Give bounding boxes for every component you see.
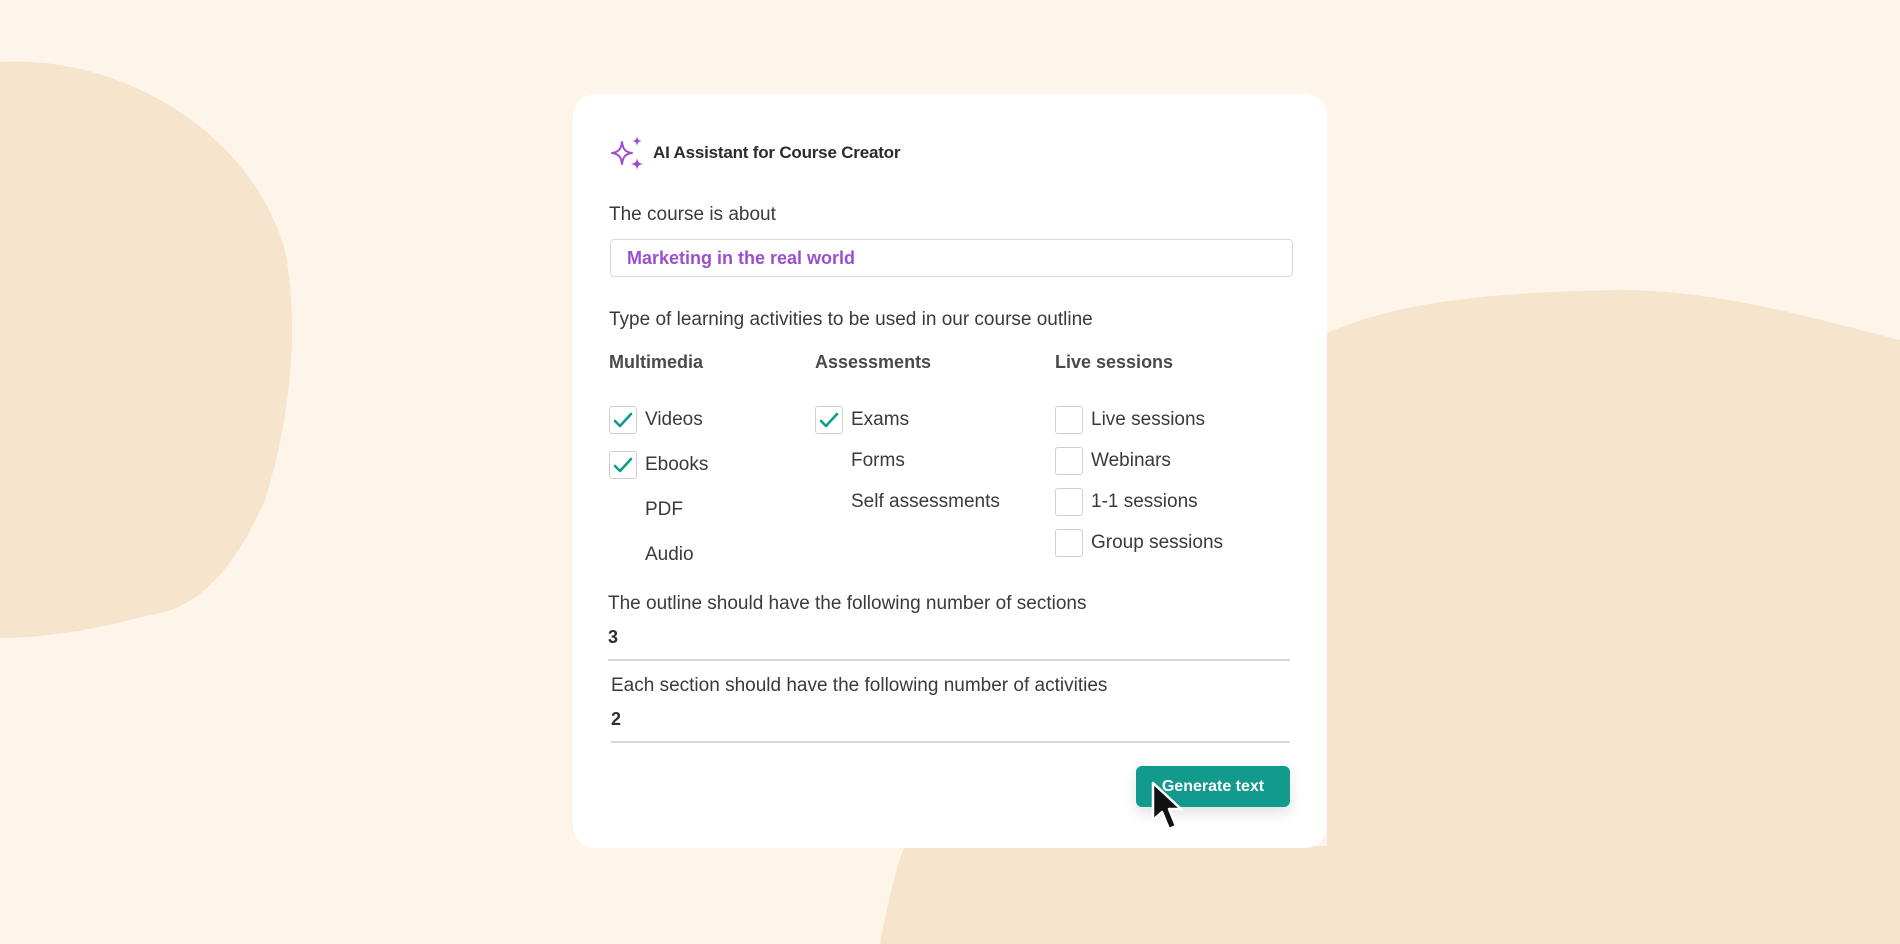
option-1-1-sessions[interactable] xyxy=(1055,488,1223,516)
option-webinars[interactable] xyxy=(1055,447,1223,475)
pdf-label: PDF xyxy=(645,499,683,520)
check-icon xyxy=(613,457,633,473)
videos-label: Videos xyxy=(645,409,703,430)
ebooks-label: Ebooks xyxy=(645,454,709,475)
ebooks-checkbox[interactable] xyxy=(609,451,637,479)
videos-checkbox[interactable] xyxy=(609,406,637,434)
left-blob xyxy=(0,62,292,638)
live-sessions-label: Live sessions xyxy=(1091,409,1206,430)
option-self-assessments[interactable] xyxy=(815,488,1000,516)
sections-label: The outline should have the following number of sections xyxy=(608,593,1087,614)
forms-label: Forms xyxy=(851,450,905,471)
check-icon xyxy=(613,412,633,428)
activities-underline xyxy=(611,741,1290,743)
group-sessions-checkbox[interactable] xyxy=(1055,529,1083,557)
group-sessions-label: Group sessions xyxy=(1091,532,1224,553)
option-videos[interactable] xyxy=(609,406,708,434)
1-1-sessions-checkbox[interactable] xyxy=(1055,488,1083,516)
live-sessions-checkbox[interactable] xyxy=(1055,406,1083,434)
option-pdf[interactable] xyxy=(609,496,708,524)
option-live-sessions[interactable] xyxy=(1055,406,1223,434)
assessments-title: Assessments xyxy=(815,352,932,372)
multimedia-group xyxy=(609,352,708,569)
webinars-label: Webinars xyxy=(1091,450,1171,471)
multimedia-title: Multimedia xyxy=(609,352,704,372)
pdf-checkbox[interactable] xyxy=(609,496,637,524)
assessments-group xyxy=(815,352,1000,516)
card-header xyxy=(609,134,900,172)
sections-value[interactable]: 3 xyxy=(608,627,619,647)
exams-label: Exams xyxy=(851,409,910,430)
audio-label: Audio xyxy=(645,544,694,565)
topic-label: The course is about xyxy=(609,204,776,225)
1-1-sessions-label: 1-1 sessions xyxy=(1091,491,1198,512)
course-creator-card xyxy=(573,94,1327,848)
activities-label: Type of learning activities to be used in our course outline xyxy=(609,309,1093,330)
sparkle-icon xyxy=(609,134,647,172)
option-exams[interactable] xyxy=(815,406,1000,434)
activities-per-section-label: Each section should have the following number of activities xyxy=(611,675,1108,696)
app-title: AI Assistant for Course Creator xyxy=(653,143,901,162)
self-assessments-checkbox[interactable] xyxy=(815,488,843,516)
option-ebooks[interactable] xyxy=(609,451,708,479)
generate-text-button[interactable]: Generate text xyxy=(1136,766,1290,807)
option-group-sessions[interactable] xyxy=(1055,529,1223,557)
live-sessions-group xyxy=(1055,352,1223,557)
self-assessments-label: Self assessments xyxy=(851,491,1000,512)
course-topic-input[interactable] xyxy=(610,239,1293,277)
mouse-pointer-icon xyxy=(1148,780,1194,834)
webinars-checkbox[interactable] xyxy=(1055,447,1083,475)
option-forms[interactable] xyxy=(815,447,1000,475)
exams-checkbox[interactable] xyxy=(815,406,843,434)
audio-checkbox[interactable] xyxy=(609,541,637,569)
forms-checkbox[interactable] xyxy=(815,447,843,475)
option-audio[interactable] xyxy=(609,541,708,569)
activities-per-section-value[interactable]: 2 xyxy=(611,709,622,729)
sections-underline xyxy=(608,659,1290,661)
check-icon xyxy=(819,412,839,428)
live-sessions-title: Live sessions xyxy=(1055,352,1174,372)
